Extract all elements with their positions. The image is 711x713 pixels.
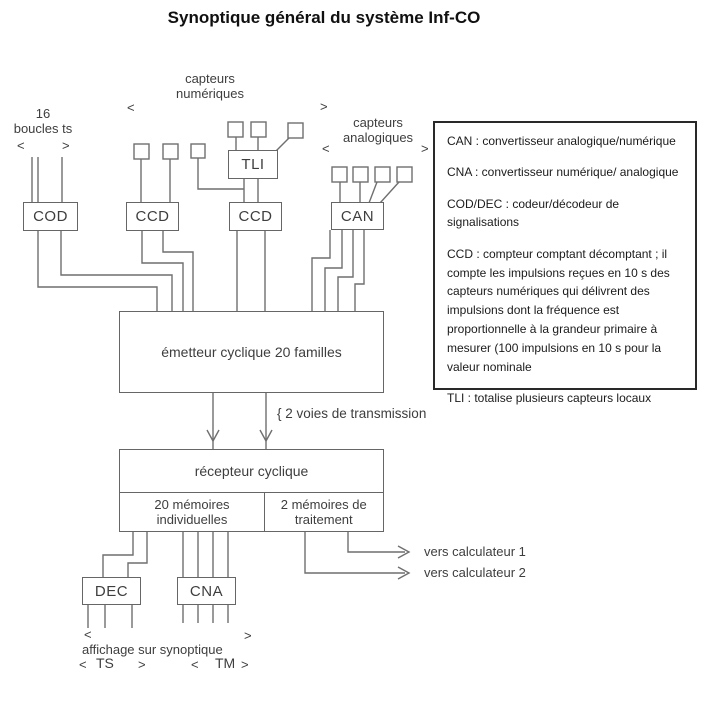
- angle-right-icon: >: [244, 628, 252, 643]
- wire: [128, 531, 147, 577]
- emitter-label: émetteur cyclique 20 familles: [161, 344, 342, 360]
- display-label: affichage sur synoptique: [82, 642, 223, 657]
- sensor-square-icon: [251, 122, 266, 137]
- angle-right-icon: >: [320, 99, 328, 114]
- wire: [312, 230, 330, 311]
- wire: [380, 182, 399, 203]
- ccd-left-block: [126, 202, 179, 231]
- cna-block: [177, 577, 236, 605]
- angle-left-icon: <: [79, 657, 87, 672]
- wire: [325, 230, 342, 311]
- angle-right-icon: >: [241, 657, 249, 672]
- wire: [338, 230, 353, 311]
- sensor-square-icon: [134, 144, 149, 159]
- sensor-square-icon: [288, 123, 303, 138]
- receiver-block: [119, 449, 384, 532]
- emitter-block: [119, 311, 384, 393]
- loops-name-label: boucles ts: [13, 121, 73, 136]
- cna-output-wires: [183, 604, 228, 623]
- tm-label: TM: [215, 655, 236, 671]
- memory-to-dec-wires: [103, 531, 147, 577]
- analog-sensor-squares: [332, 167, 412, 203]
- sensor-square-icon: [397, 167, 412, 182]
- can-block: [331, 202, 384, 230]
- loops-count-label: 16: [35, 106, 51, 121]
- angle-left-icon: <: [191, 657, 199, 672]
- legend-item-cod-dec: COD/DEC : codeur/décodeur de signalisations: [447, 196, 620, 230]
- memories-treatment-label: 2 mémoires de traitement: [280, 496, 367, 527]
- wire: [369, 182, 377, 203]
- dec-label: DEC: [94, 582, 129, 600]
- digital-sensors-label: capteurs numériques: [176, 71, 244, 101]
- treatment-output-wires: [305, 531, 409, 579]
- cod-label: COD: [33, 208, 68, 225]
- sensor-square-icon: [353, 167, 368, 182]
- legend-item-can: CAN : convertisseur analogique/numérique: [447, 134, 676, 148]
- angle-left-icon: <: [322, 141, 330, 156]
- sensor-square-icon: [163, 144, 178, 159]
- legend-item-tli: TLI : totalise plusieurs capteurs locaux: [447, 391, 652, 406]
- analog-sensors-label: capteurs analogiques: [342, 115, 414, 145]
- wire: [355, 230, 364, 311]
- memories-treatment-cell: [264, 492, 385, 532]
- dec-block: [82, 577, 141, 605]
- memory-to-cna-wires: [183, 531, 228, 577]
- angle-right-icon: >: [62, 138, 70, 153]
- wire: [61, 230, 172, 311]
- sensor-square-icon: [228, 122, 243, 137]
- memory-row: [119, 492, 384, 532]
- ccd-center-label: CCD: [238, 208, 273, 225]
- tli-block: [228, 150, 278, 179]
- transmission-label: { 2 voies de transmission: [277, 406, 427, 421]
- cna-label: CNA: [189, 582, 224, 600]
- receiver-cyclic-box: [119, 449, 384, 493]
- legend-item-ccd: CCD : compteur comptant décomptant ; il compte les impulsions reçues en 10 s des capteurs numériques qui délivrent des impulsions dont la fréquence est proportionnelle à la grandeur primaire à mesurer (100 impulsions en 10 s pour la valeur nominale: [447, 246, 670, 374]
- to-computer-2-label: vers calculateur 2: [424, 565, 526, 580]
- angle-left-icon: <: [127, 100, 135, 115]
- sensor-square-icon: [375, 167, 390, 182]
- cod-block: [23, 202, 78, 231]
- can-label: CAN: [340, 207, 375, 225]
- ccd-left-to-emitter-wires: [142, 231, 193, 311]
- legend-item-cna: CNA : convertisseur numérique/ analogique: [447, 165, 679, 180]
- legend-box: [433, 121, 697, 406]
- memories-individual-cell: [119, 492, 265, 532]
- angle-right-icon: >: [138, 657, 146, 672]
- ccd-center-to-emitter-wires: [237, 231, 265, 311]
- tli-label: TLI: [241, 156, 265, 173]
- angle-left-icon: <: [17, 138, 25, 153]
- transmission-wires: [207, 392, 272, 449]
- wire: [38, 230, 157, 311]
- tli-output-wires: [244, 178, 258, 202]
- ts-label: TS: [96, 655, 114, 671]
- memories-individual-label: 20 mémoires individuelles: [154, 496, 230, 527]
- wire: [163, 231, 193, 311]
- receiver-label: récepteur cyclique: [194, 463, 309, 479]
- angle-left-icon: <: [84, 627, 92, 642]
- cod-input-wires: [32, 157, 62, 202]
- cod-to-emitter-wires: [38, 230, 172, 311]
- wire: [348, 531, 405, 552]
- angle-right-icon: >: [421, 141, 429, 156]
- dec-output-wires: [88, 604, 132, 628]
- ccd-left-label: CCD: [135, 208, 170, 225]
- ccd-center-block: [229, 202, 282, 231]
- tli-sensor-squares: [228, 122, 303, 151]
- sensor-square-icon: [191, 144, 205, 158]
- page-title: Synoptique général du système Inf-CO: [167, 8, 481, 27]
- can-to-emitter-wires: [312, 230, 364, 311]
- sensor-square-icon: [332, 167, 347, 182]
- to-computer-1-label: vers calculateur 1: [424, 544, 526, 559]
